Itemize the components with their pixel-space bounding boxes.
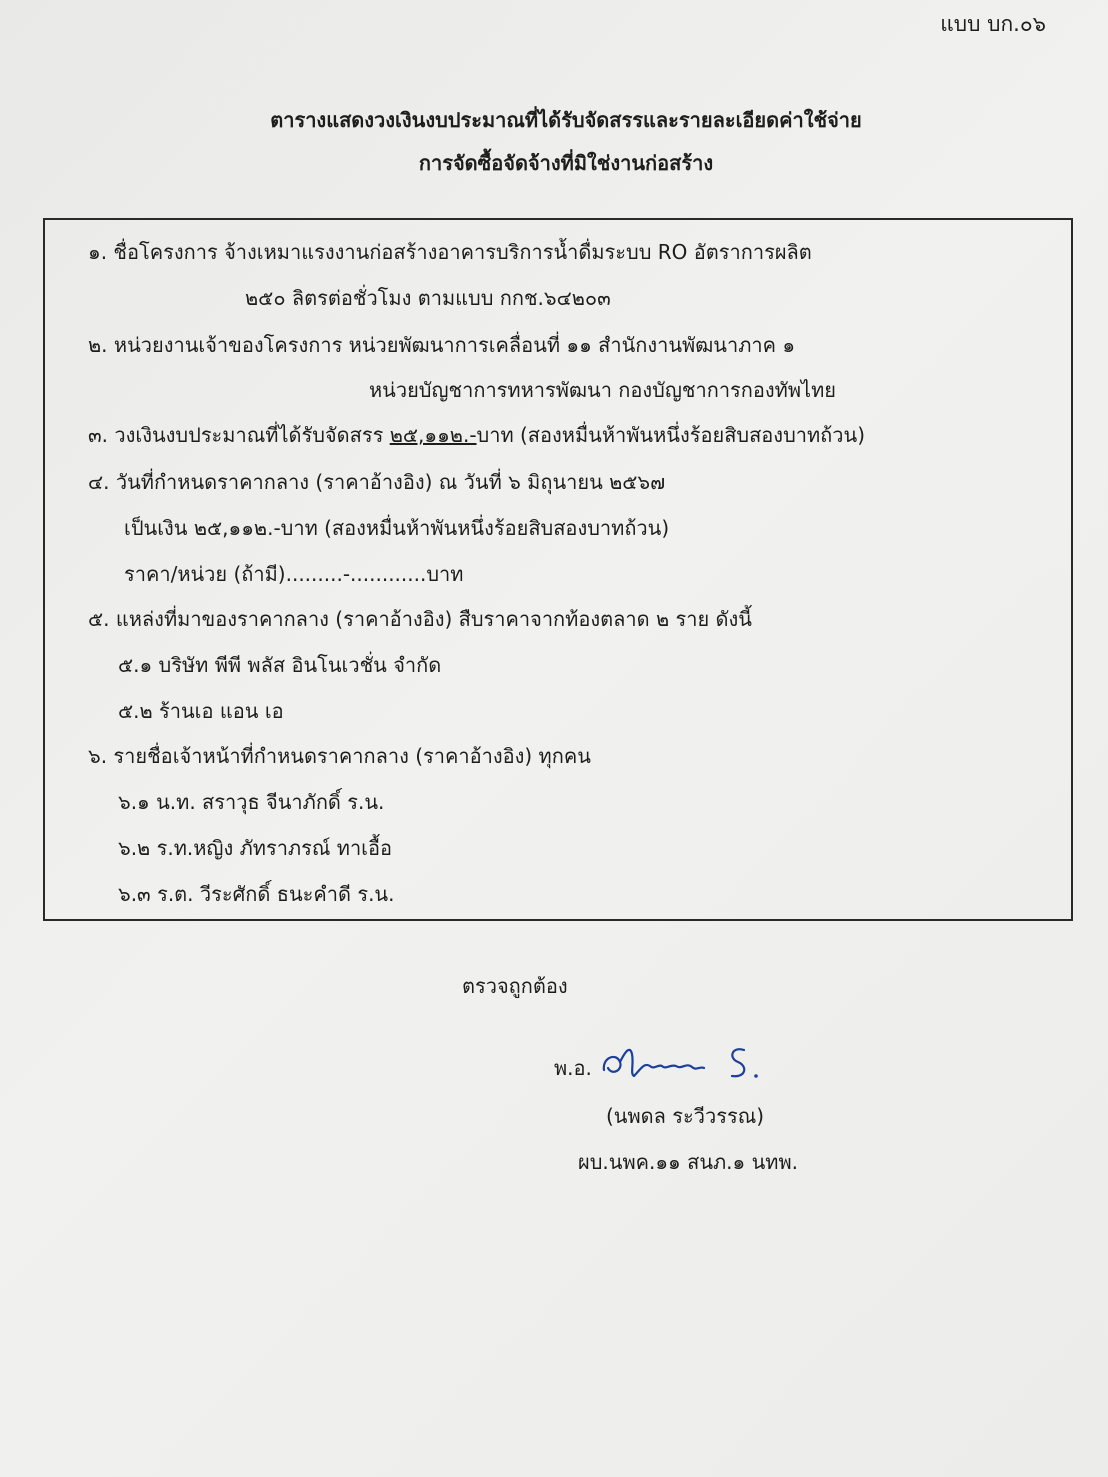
price-source-header: ๕. แหล่งที่มาของราคากลาง (ราคาอ้างอิง) สืบราคาจากท้องตลาด ๒ ราย ดังนี้ <box>88 607 752 631</box>
price-source-2: ๕.๒ ร้านเอ แอน เอ <box>118 699 284 723</box>
budget-prefix: ๓. วงเงินงบประมาณที่ได้รับจัดสรร <box>88 423 390 447</box>
budget-suffix: บาท (สองหมื่นห้าพันหนึ่งร้อยสิบสองบาทถ้วน) <box>476 423 865 447</box>
owner-line-2: หน่วยบัญชาการทหารพัฒนา กองบัญชาการกองทัพไทย <box>369 378 837 402</box>
project-name-line-2: ๒๕๐ ลิตรต่อชั่วโมง ตามแบบ กกช.๖๔๒๐๓ <box>245 286 611 310</box>
document-title-line-1: ตารางแสดงวงเงินงบประมาณที่ได้รับจัดสรรและรายละเอียดค่าใช้จ่าย <box>270 108 862 132</box>
verified-label: ตรวจถูกต้อง <box>462 974 568 998</box>
project-name-line-1: ๑. ชื่อโครงการ จ้างเหมาแรงงานก่อสร้างอาคารบริการน้ำดื่มระบบ RO อัตราการผลิต <box>88 240 812 264</box>
reference-date-line: ๔. วันที่กำหนดราคากลาง (ราคาอ้างอิง) ณ วันที่ ๖ มิถุนายน ๒๕๖๗ <box>88 470 666 494</box>
rank-prefix: พ.อ. <box>554 1056 592 1080</box>
officers-header: ๖. รายชื่อเจ้าหน้าที่กำหนดราคากลาง (ราคาอ้างอิง) ทุกคน <box>88 744 591 768</box>
officer-1: ๖.๑ น.ท. สราวุธ จีนาภักดิ์ ร.น. <box>118 790 385 814</box>
document-title-line-2: การจัดซื้อจัดจ้างที่มิใช่งานก่อสร้าง <box>418 151 714 175</box>
unit-price-line: ราคา/หน่วย (ถ้ามี).........-............บาท <box>124 562 464 586</box>
signer-position: ผบ.นพค.๑๑ สนภ.๑ นทพ. <box>578 1150 798 1174</box>
signer-name: (นพดล ระวีวรรณ) <box>606 1104 765 1128</box>
price-source-1: ๕.๑ บริษัท พีพี พลัส อินโนเวชั่น จำกัด <box>118 653 442 677</box>
owner-line-1: ๒. หน่วยงานเจ้าของโครงการ หน่วยพัฒนาการเคลื่อนที่ ๑๑ สำนักงานพัฒนาภาค ๑ <box>88 333 796 357</box>
handwritten-signature <box>596 1040 766 1088</box>
officer-3: ๖.๓ ร.ต. วีระศักดิ์ ธนะคำดี ร.น. <box>118 882 395 906</box>
officer-2: ๖.๒ ร.ท.หญิง ภัทราภรณ์ ทาเอื้อ <box>118 836 393 860</box>
reference-amount-line: เป็นเงิน ๒๕,๑๑๒.-บาท (สองหมื่นห้าพันหนึ่งร้อยสิบสองบาทถ้วน) <box>124 516 670 540</box>
budget-line <box>88 421 865 449</box>
form-code: แบบ บก.๐๖ <box>940 12 1046 36</box>
budget-amount: ๒๕,๑๑๒.- <box>389 423 477 447</box>
